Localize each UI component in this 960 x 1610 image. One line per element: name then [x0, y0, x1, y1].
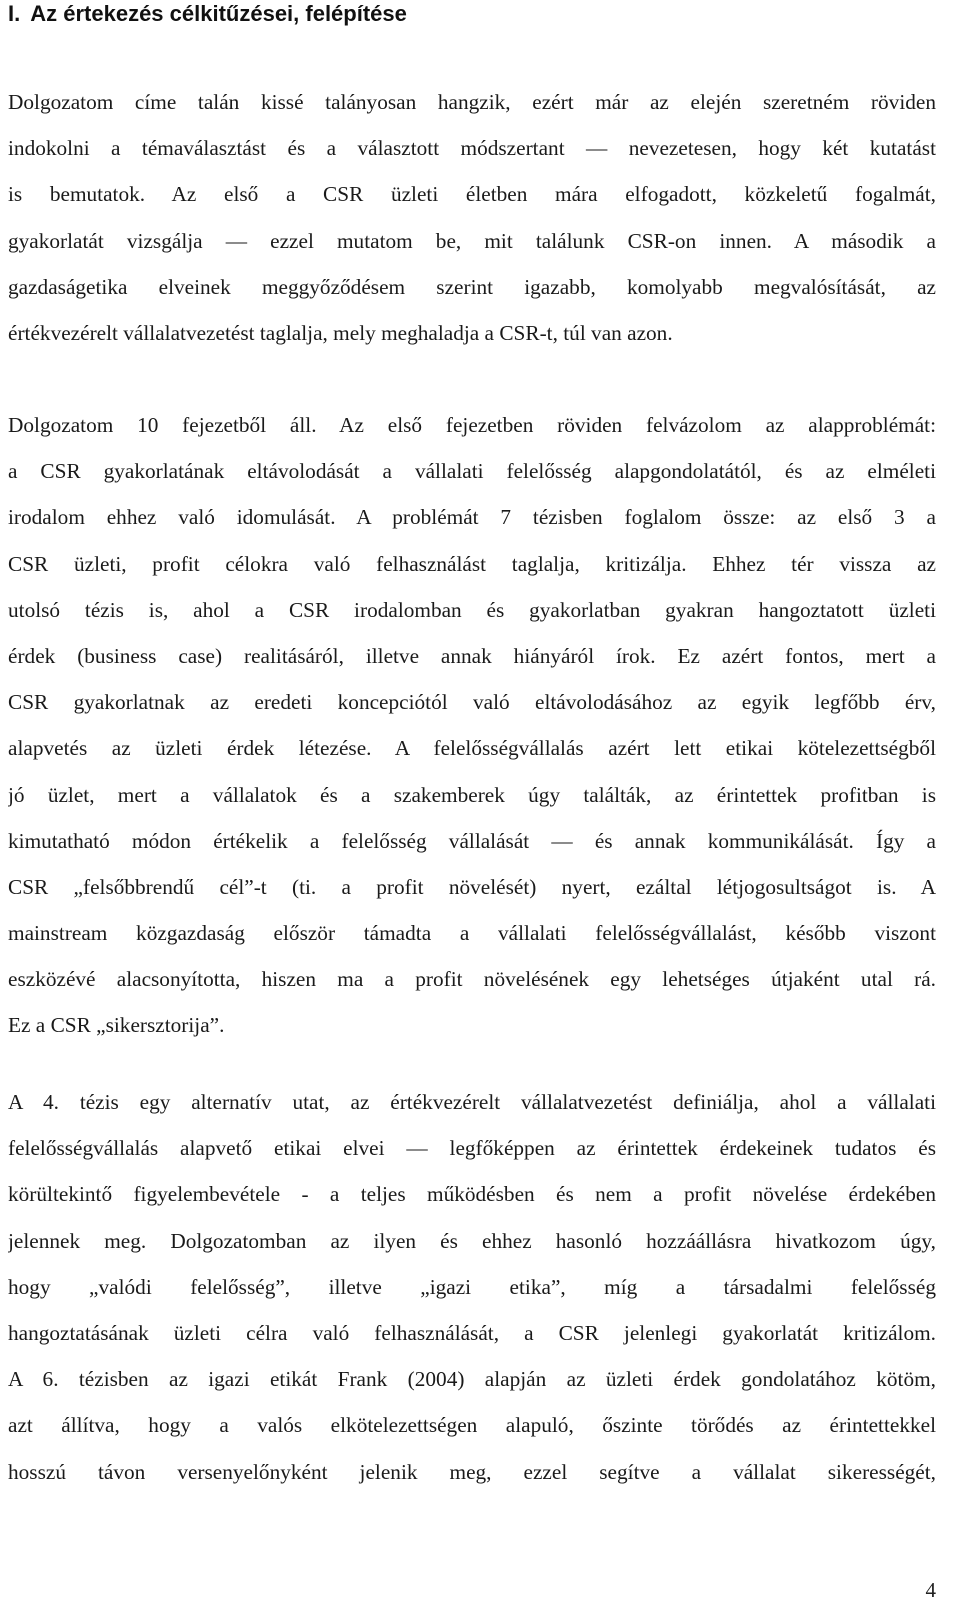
paragraph-3: [8, 1079, 936, 1495]
paragraph-2: [8, 402, 936, 1049]
paragraph-line: hogy „valódi felelősség”, illetve „igazi etika”, míg a társadalmi felelősség: [8, 1274, 936, 1299]
paragraph-line: indokolni a témaválasztást és a választott módszertant ― nevezetesen, hogy két kutatást: [8, 136, 936, 161]
paragraph-line: Dolgozatom 10 fejezetből áll. Az első fejezetben röviden felvázolom az alapproblémát:: [8, 413, 936, 437]
paragraph-line: utolsó tézis is, ahol a CSR irodalomban és gyakorlatban gyakran hangoztatott üzleti: [8, 597, 936, 622]
paragraph-line: jó üzlet, mert a vállalatok és a szakemberek úgy találták, az érintettek profitban is: [8, 782, 936, 807]
paragraph-line: CSR üzleti, profit célokra való felhasználást taglalja, kritizálja. Ehhez tér vissza az: [8, 551, 936, 576]
paragraph-line: gyakorlatát vizsgálja ― ezzel mutatom be, mit találunk CSR-on innen. A második a: [8, 228, 936, 253]
paragraph-line: kimutatható módon értékelik a felelősség vállalását ― és annak kommunikálását. Így a: [8, 828, 936, 853]
paragraph-line: Dolgozatom címe talán kissé talányosan hangzik, ezért már az elején szeretném röviden: [8, 90, 936, 114]
paragraph-line: irodalom ehhez való idomulását. A problémát 7 tézisben foglalom össze: az első 3 a: [8, 505, 936, 530]
paragraph-line: hosszú távon versenyelőnyként jelenik meg, ezzel segítve a vállalat sikerességét,: [8, 1459, 936, 1484]
paragraph-line: felelősségvállalás alapvető etikai elvei ― legfőképpen az érintettek érdekeinek tudatos és: [8, 1136, 936, 1161]
paragraph-line: CSR gyakorlatnak az eredeti koncepciótól való eltávolodásához az egyik legfőbb érv,: [8, 690, 936, 715]
paragraph-1: [8, 79, 936, 356]
paragraph-line: azt állítva, hogy a valós elkötelezettségen alapuló, őszinte törődés az érintettekkel: [8, 1413, 936, 1438]
section-title: Az értekezés célkitűzései, felépítése: [30, 1, 407, 26]
paragraph-line: is bemutatok. Az első a CSR üzleti életben mára elfogadott, közkeletű fogalmát,: [8, 182, 936, 207]
section-number: I.: [8, 1, 21, 26]
paragraph-line: alapvetés az üzleti érdek létezése. A felelősségvállalás azért lett etikai kötelezettségből: [8, 736, 936, 761]
paragraph-line: jelennek meg. Dolgozatomban az ilyen és ehhez hasonló hozzáállásra hivatkozom úgy,: [8, 1228, 936, 1253]
paragraph-line: A 4. tézis egy alternatív utat, az értékvezérelt vállalatvezetést definiálja, ahol a vállalati: [8, 1090, 936, 1114]
paragraph-line: hangoztatásának üzleti célra való felhasználását, a CSR jelenlegi gyakorlatát kritizálom.: [8, 1320, 936, 1345]
page-number: 4: [925, 1578, 936, 1602]
paragraph-line: eszközévé alacsonyította, hiszen ma a profit növelésének egy lehetséges útjaként utal rá.: [8, 967, 936, 992]
paragraph-line: körültekintő figyelembevétele - a teljes működésben és nem a profit növelése érdekében: [8, 1182, 936, 1207]
paragraph-line: CSR „felsőbbrendű cél”-t (ti. a profit növelését) nyert, ezáltal létjogosultságot is. A: [8, 874, 936, 899]
paragraph-line: a CSR gyakorlatának eltávolodását a vállalati felelősség alapgondolatától, és az elméleti: [8, 459, 936, 484]
paragraph-line: érdek (business case) realitásáról, illetve annak hiányáról írok. Ez azért fontos, mert a: [8, 643, 936, 668]
section-heading: [8, 0, 407, 28]
paragraph-line: gazdaságetika elveinek meggyőződésem szerint igazabb, komolyabb megvalósítását, az: [8, 274, 936, 299]
paragraph-line: A 6. tézisben az igazi etikát Frank (2004) alapján az üzleti érdek gondolatához kötöm,: [8, 1367, 936, 1392]
paragraph-line: értékvezérelt vállalatvezetést taglalja, mely meghaladja a CSR-t, túl van azon.: [8, 320, 673, 345]
paragraph-line: mainstream közgazdaság először támadta a vállalati felelősségvállalást, később viszont: [8, 921, 936, 946]
paragraph-line: Ez a CSR „sikersztorija”.: [8, 1013, 225, 1038]
